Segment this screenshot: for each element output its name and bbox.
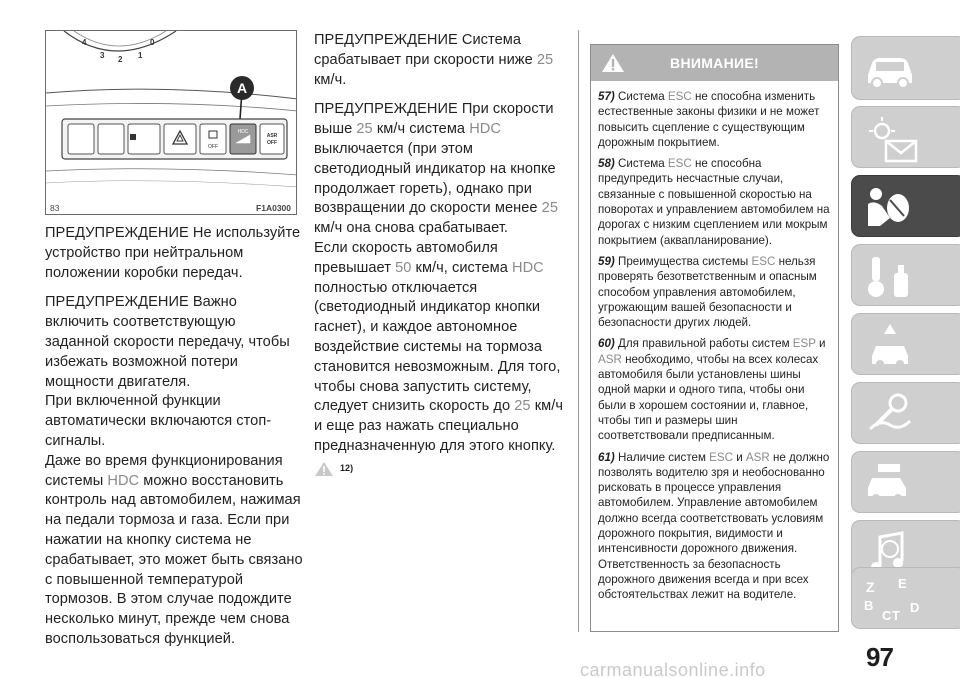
asr-label: ASR	[266, 133, 278, 139]
system-abbr: ASR	[745, 450, 770, 464]
warning-text: не должно позволять водителю зря и необоснованно рисковать в процессе управления автомобилем. Управление автомобилем должно всегда соответствовать условиям дорожного покрытия, видимости и интенсивности дорожного движения. Ответственность за безопасность дорожного движения всегда и при всех обстоятельствах лежит на водителе.	[598, 450, 830, 602]
system-abbr: ESC	[667, 157, 692, 171]
paragraph-speed-50: Если скорость автомобиля превышает 50 км/ч, система HDC полностью отключается (светодиодный индикатор кнопки гаснет), и каждое автономное воздействие системы на тормоза становится невозможным. Для того, чтобы снова запустить систему, следует снизить скорость до 25 км/ч и еще раз нажать специально предназначенную для этого кнопку.	[314, 239, 563, 454]
column-divider	[578, 30, 579, 632]
index-letters-icon	[860, 574, 930, 630]
hdc-abbr: HDC	[107, 472, 140, 489]
dashboard-figure	[45, 30, 297, 215]
warning-list	[591, 81, 838, 603]
tab-index[interactable]	[851, 567, 960, 629]
index-letter: B	[864, 598, 874, 613]
paragraph-speed-below: ПРЕДУПРЕЖДЕНИЕ Система срабатывает при скорости ниже 25 км/ч.	[314, 32, 554, 88]
warning-text: и	[815, 337, 826, 351]
hdc-button-illustration	[46, 31, 297, 215]
paragraph-gear-heading: ПРЕДУПРЕЖДЕНИЕ Важно	[45, 294, 237, 311]
warning-text: Система	[618, 90, 668, 103]
index-letter: D	[910, 600, 920, 615]
index-letter: T	[892, 608, 900, 623]
tab-starting[interactable]	[851, 244, 960, 306]
warning-text: и	[732, 450, 746, 464]
tab-technical-data[interactable]	[851, 451, 960, 513]
warning-text: не способна предупредить несчастные случаи, связанные с повышенной скоростью на поворотах и управлением автомобилем на дорогах с низким сцеплением или мокрым покрытием (аквапланирование).	[598, 157, 830, 247]
system-abbr: ESC	[709, 450, 733, 464]
paragraph-hdc-control: Даже во время функционирования системы HDC можно восстановить контроль над автомобилем, нажимая на педали тормоза и газа. Если при нажатии на кнопку система не срабатывает, это может быть связано с повышенной температурой тормозов. В этом случае подождите несколько минут, прежде чем снова воспользоваться функцией.	[45, 452, 303, 647]
system-abbr: ASR	[598, 352, 622, 366]
system-abbr: ESC	[751, 254, 776, 268]
asr-off-label: OFF	[267, 140, 277, 146]
index-letter: C	[882, 608, 892, 623]
warning-item	[598, 156, 831, 248]
warning-text: Система	[618, 157, 668, 171]
tab-safety[interactable]	[851, 175, 960, 237]
warning-text: не способна изменить естественные законы физики и не может повысить сцепление с существующим дорожным покрытием.	[598, 90, 820, 149]
paragraph-gear-text: включить соответствующую заданной скорости передачу, чтобы избежать возможной потери мощности двигателя.	[45, 314, 290, 390]
lock-off-label: OFF	[208, 144, 218, 150]
car-breakdown-icon	[860, 320, 920, 372]
paragraph-speed-above: ПРЕДУПРЕЖДЕНИЕ При скорости выше 25 км/ч система HDC выключается (при этом светодиодный индикатор на кнопке продолжает гореть), однако при возвращении до скорости менее 25 км/ч она снова срабатывает.	[314, 101, 559, 237]
warning-item	[598, 336, 831, 443]
airbag-seat-icon	[860, 182, 920, 234]
figure-code: F1A0300	[256, 203, 291, 213]
warning-item-number: 57)	[598, 90, 615, 103]
warning-text: Для правильной работы систем	[618, 337, 793, 351]
warning-title: ВНИМАНИЕ!	[670, 55, 759, 71]
warning-box	[590, 44, 839, 632]
warning-item	[598, 89, 831, 150]
warning-text: нельзя проверять безответственным и опасным способом управления автомобилем, угрожающим вашей безопасности и безопасности других людей.	[598, 254, 817, 330]
key-start-icon	[860, 251, 920, 303]
dial-number: 0	[150, 38, 155, 47]
dial-number: 4	[82, 38, 87, 47]
warning-triangle-icon	[601, 53, 625, 73]
warning-item-number: 60)	[598, 337, 615, 351]
car-exterior-icon	[860, 43, 920, 93]
paragraph-brake-lights: При включенной функции автоматически включаются стоп-сигналы.	[45, 393, 272, 449]
warning-reference[interactable]	[314, 459, 568, 479]
warning-lights-icon	[860, 113, 920, 165]
tab-maintenance[interactable]	[851, 382, 960, 444]
warning-item	[598, 254, 831, 330]
text-column-left	[45, 224, 303, 650]
warning-item-number: 61)	[598, 450, 615, 464]
tab-warning-lights[interactable]	[851, 106, 960, 168]
system-abbr: ESC	[667, 90, 692, 103]
warning-triangle-icon	[314, 461, 334, 477]
warning-item-number: 59)	[598, 254, 615, 268]
index-letter: E	[898, 576, 907, 591]
index-letter: Z	[866, 579, 875, 595]
dial-number: 1	[138, 51, 143, 60]
warning-text: необходимо, чтобы на всех колесах автомобиля были установлены шины одной марки и одного типа, чтобы они были в хорошем состоянии и, главное, чтобы тип и размеры шин соответствовали предписанным.	[598, 352, 819, 443]
watermark: carmanualsonline.info	[580, 660, 766, 678]
figure-number: 83	[50, 203, 60, 213]
warning-item	[598, 450, 831, 603]
text-column-middle	[314, 31, 568, 479]
warning-text: Преимущества системы	[618, 254, 752, 268]
dial-number: 2	[118, 55, 123, 64]
service-wrench-icon	[860, 389, 920, 441]
warning-item-number: 58)	[598, 157, 615, 171]
specs-car-icon	[860, 458, 920, 510]
callout-a: A	[236, 80, 248, 96]
hdc-label: HDC	[237, 129, 249, 135]
tab-vehicle[interactable]	[851, 36, 960, 100]
dial-number: 3	[100, 51, 105, 60]
page-number: 97	[866, 642, 893, 672]
system-abbr: ESP	[792, 337, 816, 351]
warning-reference-number: 12)	[340, 462, 354, 473]
warning-header	[591, 45, 838, 81]
paragraph-neutral-warning: ПРЕДУПРЕЖДЕНИЕ Не используйте устройство при нейтральном положении коробки передач.	[45, 225, 301, 281]
tab-emergency[interactable]	[851, 313, 960, 375]
warning-text: Наличие систем	[618, 450, 710, 464]
